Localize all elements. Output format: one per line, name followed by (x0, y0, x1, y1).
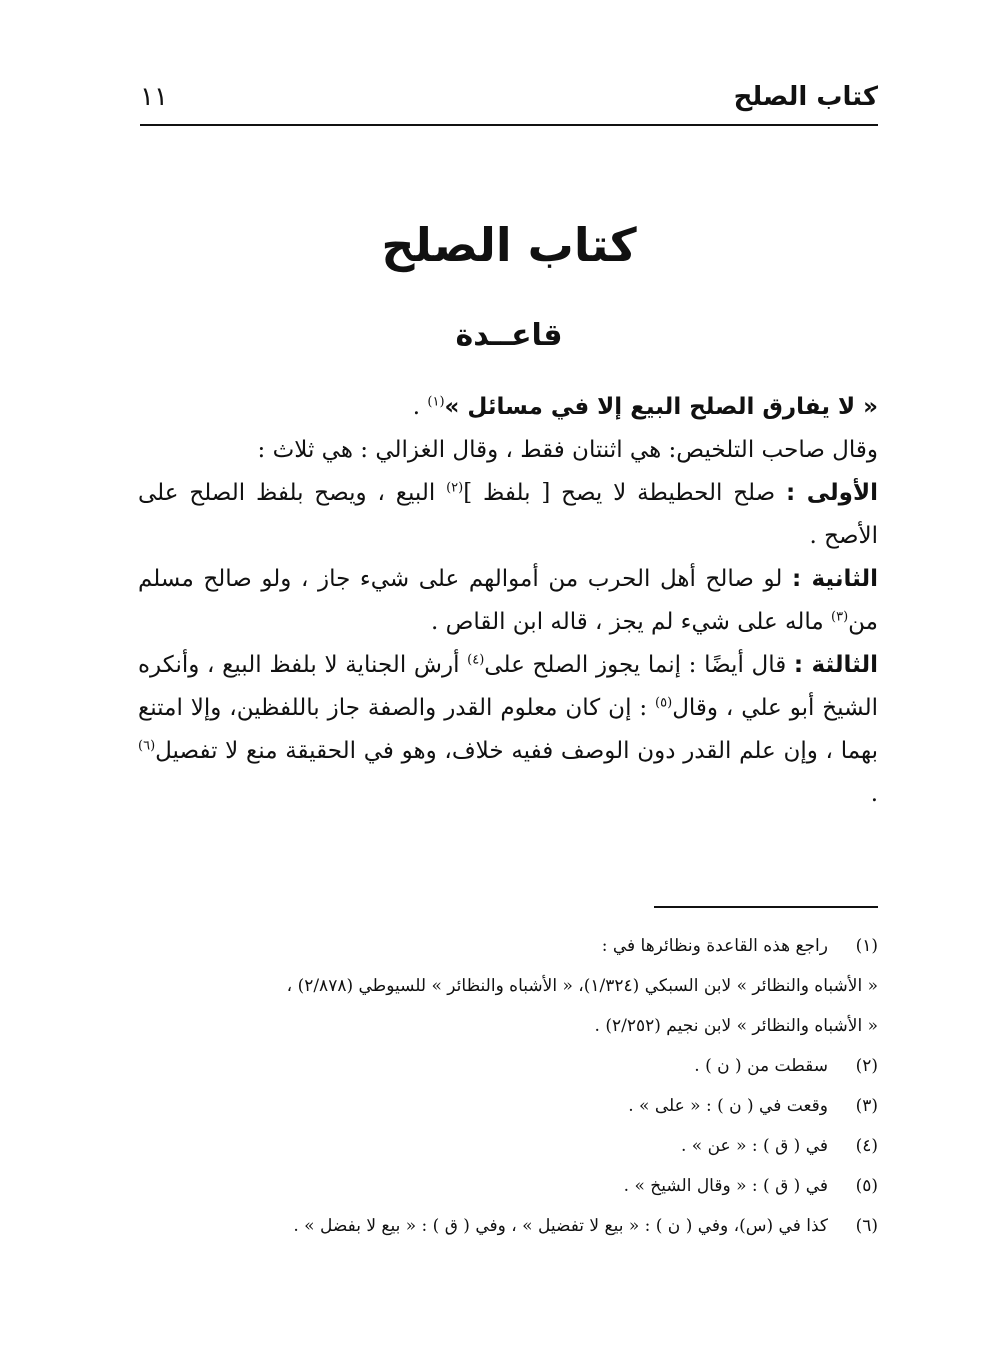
footnote-2 (160, 1046, 878, 1086)
footnote-number: (٥) (855, 1176, 878, 1196)
footnote-6 (160, 1206, 878, 1246)
second-text-a: لو صالح أهل الحرب من أموالهم على شيء جاز ، ولو صالح مسلم من (138, 566, 878, 635)
third-end: . (870, 781, 878, 807)
third-text-a: قال أيضًا : إنما يجوز الصلح على (484, 652, 794, 678)
footnote-line: كذا في (س)، وفي ( ن ) : « بيع لا تفضيل » ، وفي ( ق ) : « بيع لا بفضل » . (293, 1216, 828, 1236)
footnote-4 (160, 1126, 878, 1166)
third-text-b: أرش الجناية لا بلفظ البيع ، وأنكره الشيخ أبو علي ، وقال (138, 652, 878, 721)
first-case-paragraph (138, 472, 878, 558)
rule-end: . (412, 394, 428, 420)
footnote-line: في ( ق ) : « عن » . (681, 1136, 828, 1156)
footnote-ref-4: (٤) (467, 652, 485, 668)
third-label: الثالثة : (793, 652, 879, 678)
rule-statement (138, 386, 878, 429)
footnote-1-continued (160, 966, 878, 1046)
footnote-number: (٤) (855, 1136, 878, 1156)
footnote-ref-5: (٥) (655, 695, 673, 711)
footnote-ref-3: (٣) (831, 609, 849, 625)
third-text-c: : إن كان معلوم القدر والصفة جاز باللفظين، وإلا امتنع بهما ، وإن علم القدر دون الوصف ففيه خلاف، وهو في الحقيقة منع لا تفصيل (138, 695, 878, 764)
footnote-1 (160, 926, 878, 966)
footnote-line: في ( ق ) : « وقال الشيخ » . (623, 1176, 828, 1196)
footnote-ref-2: (٢) (446, 480, 464, 496)
first-text-a: صلح الحطيطة لا يصح [ بلفظ ] (463, 480, 787, 506)
footnote-ref-6: (٦) (138, 738, 156, 754)
footnote-line: « الأشباه والنظائر » لابن نجيم (٢/٢٥٢) . (594, 1016, 878, 1036)
intro-paragraph: وقال صاحب التلخيص: هي اثنتان فقط ، وقال الغزالي : هي ثلاث : (257, 437, 878, 463)
header-divider (140, 124, 878, 126)
chapter-title: كتاب الصلح (381, 218, 637, 272)
rule-quote: « لا يفارق الصلح البيع إلا في مسائل » (444, 394, 878, 420)
running-title: كتاب الصلح (733, 82, 878, 112)
first-label: الأولى : (786, 480, 878, 506)
second-label: الثانية : (791, 566, 878, 592)
footnote-line: راجع هذه القاعدة ونظائرها في : (601, 936, 828, 956)
rule-heading: قاعــدة (455, 318, 563, 353)
footnote-line: وقعت في ( ن ) : « على » . (628, 1096, 828, 1116)
footnote-line: سقطت من ( ن ) . (694, 1056, 828, 1076)
footnotes (160, 926, 878, 1246)
footnote-5 (160, 1166, 878, 1206)
first-text-b: البيع ، ويصح بلفظ الصلح على الأصح . (138, 480, 878, 549)
third-case-paragraph (138, 644, 878, 816)
footnote-number: (٦) (855, 1216, 878, 1236)
footnote-number: (٣) (855, 1096, 878, 1116)
footnote-line: « الأشباه والنظائر » لابن السبكي (١/٣٢٤)، « الأشباه والنظائر » للسيوطي (٢/٨٧٨) ، (286, 976, 878, 996)
footnote-number: (٢) (855, 1056, 878, 1076)
main-text (138, 386, 878, 816)
page-number: ١١ (140, 82, 168, 112)
footnote-divider (654, 906, 878, 908)
footnote-ref-1: (١) (427, 394, 445, 410)
footnote-number: (١) (855, 936, 878, 956)
second-case-paragraph (138, 558, 878, 644)
footnote-3 (160, 1086, 878, 1126)
running-header (140, 78, 878, 124)
second-text-b: ماله على شيء لم يجز ، قاله ابن القاص . (431, 609, 832, 635)
